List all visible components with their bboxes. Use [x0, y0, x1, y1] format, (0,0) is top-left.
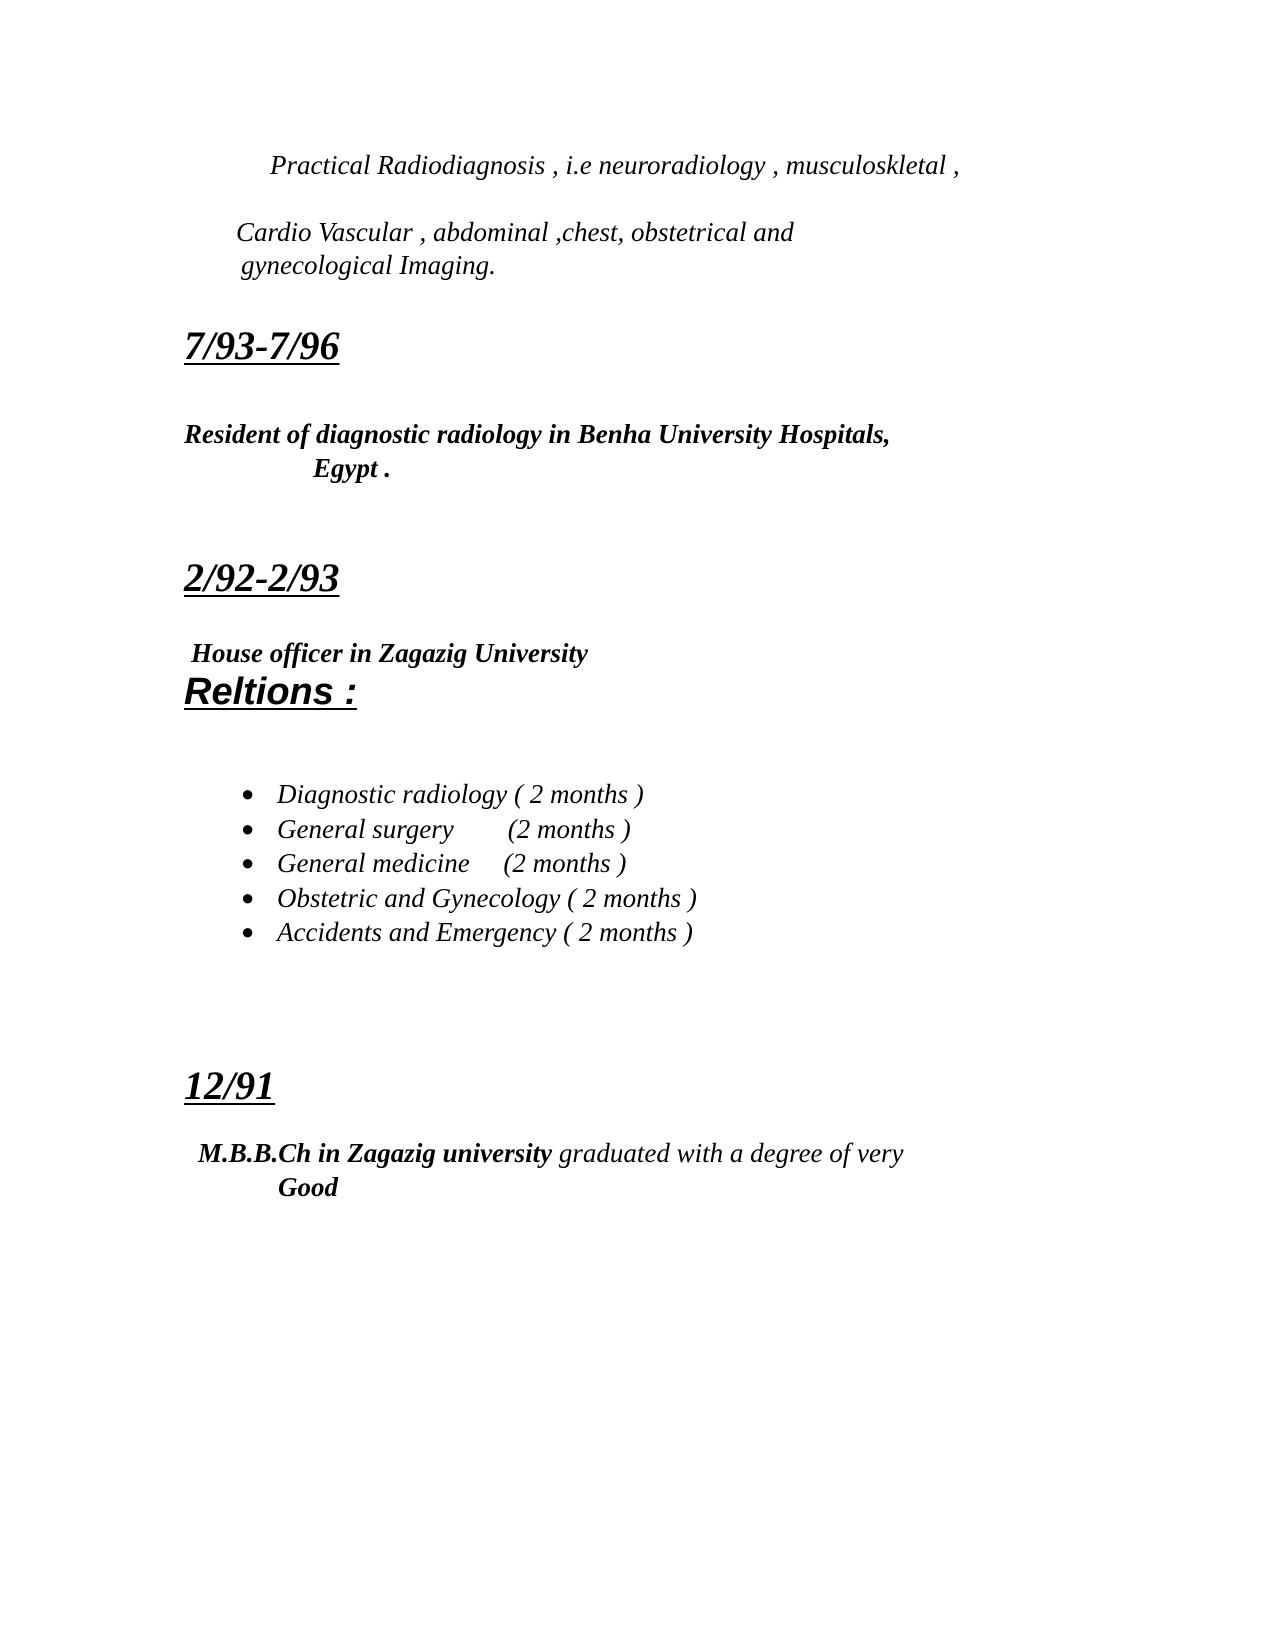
intro-line-2: Cardio Vascular , abdominal ,chest, obstetrical and — [236, 217, 794, 247]
rotations-list — [241, 777, 697, 950]
relations-heading: Reltions : — [184, 671, 358, 713]
list-item — [241, 777, 697, 812]
rotation-text: Accidents and Emergency ( 2 months ) — [277, 917, 693, 947]
house-officer-line: House officer in Zagazig University — [191, 638, 588, 668]
intro-line-3: gynecological Imaging. — [241, 250, 496, 280]
list-item — [241, 846, 697, 881]
list-item — [241, 812, 697, 847]
bullet-icon: ● — [241, 850, 255, 875]
graduation-line-1 — [198, 1138, 904, 1169]
list-item — [241, 881, 697, 916]
bullet-icon: ● — [241, 884, 255, 910]
residency-line-2: Egypt . — [313, 453, 391, 483]
graduation-date: 12/91 — [184, 1063, 276, 1108]
rotation-text: General surgery (2 months ) — [277, 813, 631, 844]
house-officer-date: 2/92-2/93 — [184, 555, 340, 600]
rotation-text: Obstetric and Gynecology ( 2 months ) — [277, 882, 697, 913]
list-item — [241, 915, 697, 950]
residency-date: 7/93-7/96 — [184, 323, 340, 368]
bullet-icon: ● — [241, 781, 255, 806]
graduation-line-2: Good — [278, 1172, 338, 1202]
bullet-icon: ● — [241, 919, 255, 944]
residency-line-1: Resident of diagnostic radiology in Benha University Hospitals, — [184, 419, 891, 449]
graduation-detail: graduated with a degree of very — [552, 1138, 904, 1168]
intro-line-1: Practical Radiodiagnosis , i.e neuroradiology , musculoskletal , — [270, 150, 960, 180]
rotation-text: General medicine (2 months ) — [277, 848, 627, 878]
bullet-icon: ● — [241, 815, 255, 841]
graduation-degree: M.B.B.Ch in Zagazig university — [198, 1138, 553, 1168]
rotation-text: Diagnostic radiology ( 2 months ) — [277, 779, 644, 809]
